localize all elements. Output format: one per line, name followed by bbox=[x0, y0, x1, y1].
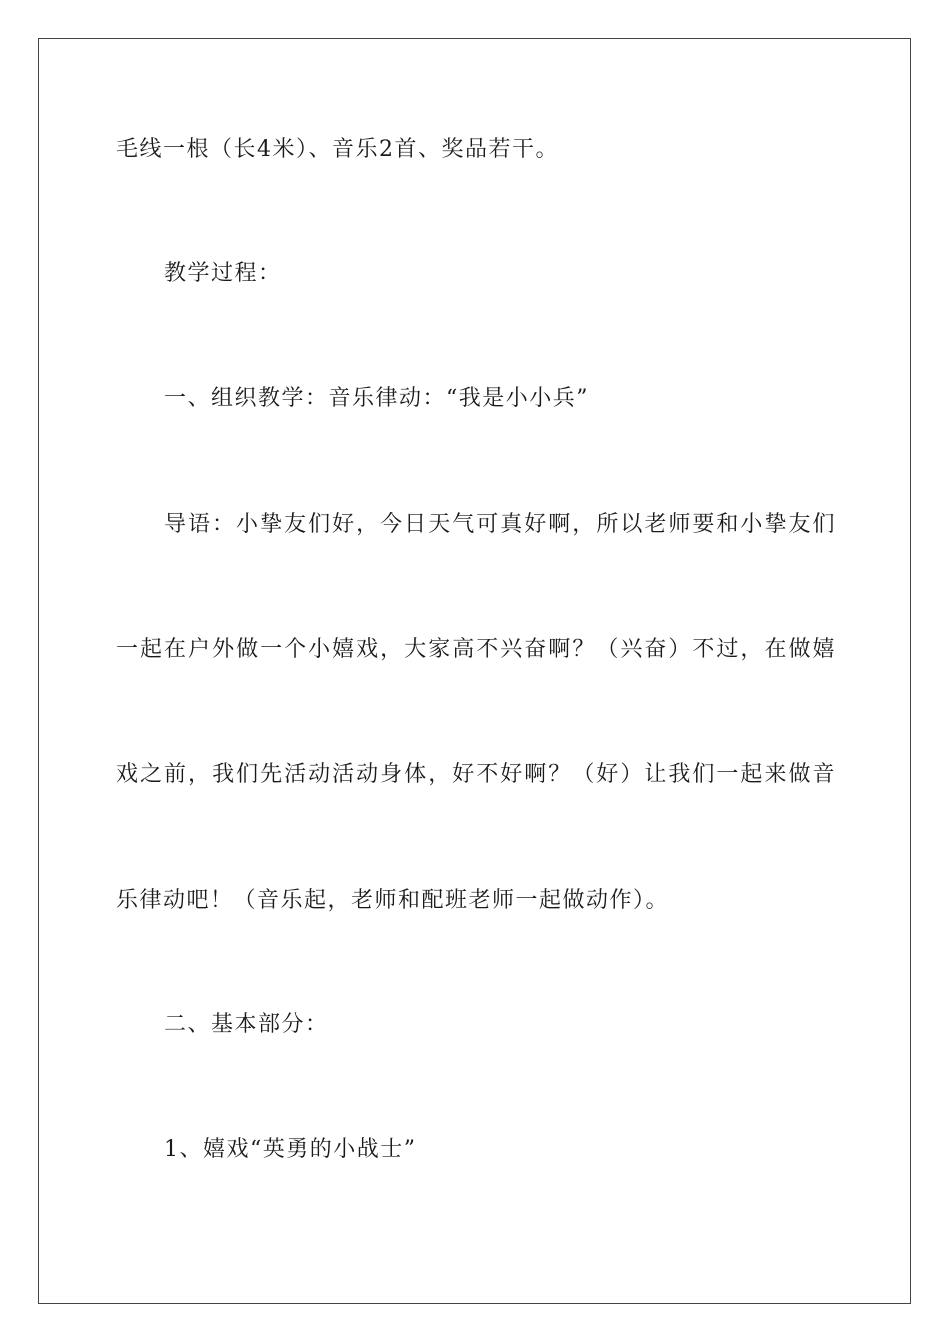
paragraph-line: 戏之前，我们先活动活动身体，好不好啊？（好）让我们一起来做音 bbox=[116, 762, 836, 787]
section-heading-teaching-process: 教学过程： bbox=[164, 261, 282, 286]
paragraph-line: 一起在户外做一个小嬉戏，大家高不兴奋啊？（兴奋）不过，在做嬉 bbox=[116, 637, 836, 662]
materials-line: 毛线一根（长4米）、音乐2首、奖品若干。 bbox=[116, 137, 559, 162]
section-heading-basic-part: 二、基本部分： bbox=[164, 1012, 329, 1037]
paragraph-line: 乐律动吧！（音乐起，老师和配班老师一起做动作）。 bbox=[116, 888, 670, 913]
subsection-heading-game: 1、嬉戏“英勇的小战士” bbox=[164, 1137, 417, 1162]
paragraph-line: 导语：小挚友们好，今日天气可真好啊，所以老师要和小挚友们 bbox=[164, 512, 836, 537]
page-border bbox=[38, 38, 911, 1304]
section-heading-organize-teaching: 一、组织教学：音乐律动：“我是小小兵” bbox=[164, 386, 589, 411]
